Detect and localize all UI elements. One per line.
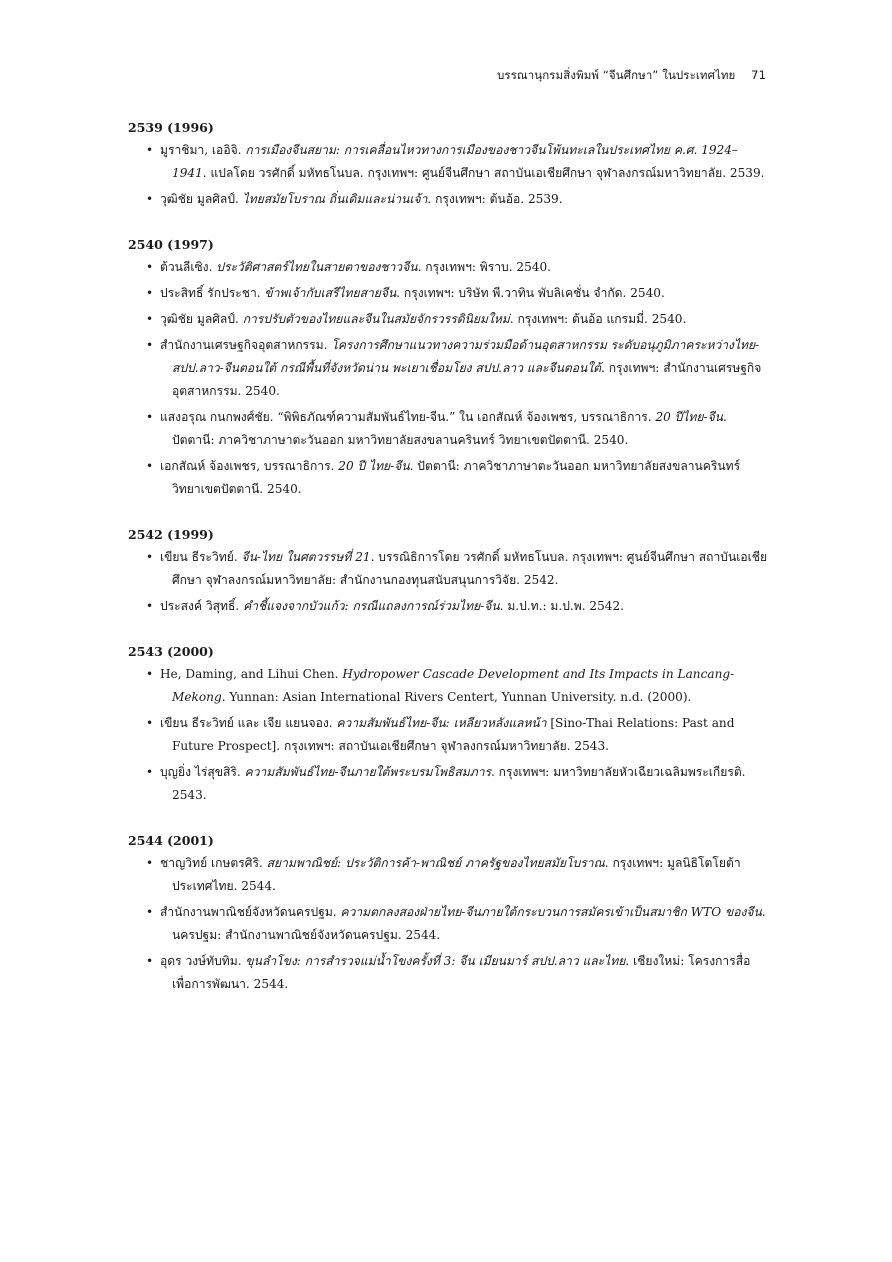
bullet-icon: • [146,856,154,870]
entry-title: โครงการศึกษาแนวทางความร่วมมือด้านอุตสาหกรรม ระดับอนุภูมิภาคระหว่างไทย-สปป.ลาว-จีนตอนใต้ กรณีพื้นที่จังหวัดน่าน พะเยาเชื่อมโยง สปป.ลาว และจีนตอนใต้ [172,338,760,375]
entry-publication-part: . กรุงเทพฯ: พิราบ. 2540. [417,260,552,274]
running-title: บรรณานุกรมสิ่งพิมพ์ “จีนศึกษา” ในประเทศไทย [496,68,736,82]
entry-title: 20 ปีไทย-จีน [655,410,723,424]
reference-entry [128,712,768,758]
entry-author-part: สำนักงานพาณิชย์จังหวัดนครปฐม. [160,905,341,919]
reference-list [128,139,768,211]
bullet-icon: • [146,286,154,300]
reference-entry [128,188,768,211]
year-section [128,642,768,807]
entry-publication-part: . แปลโดย วรศักดิ์ มหัทธโนบล. กรุงเทพฯ: ศูนย์จีนศึกษา สถาบันเอเชียศึกษา จุฬาลงกรณ์มหาวิทยาลัย. 2539. [202,166,765,180]
reference-entry [128,663,768,709]
entry-publication-part: . กรุงเทพฯ: มูลนิธิโตโยต้าประเทศไทย. 2544. [172,856,741,893]
entry-title: ข้าพเจ้ากับเสรีไทยสายจีน [264,286,397,300]
entry-title: ไทยสมัยโบราณ ถิ่นเดิมและน่านเจ้า [242,192,428,206]
reference-entry [128,139,768,185]
entry-publication-part: . เชียงใหม่: โครงการสื่อเพื่อการพัฒนา. 2544. [172,954,751,991]
entry-publication-part: . กรุงเทพฯ: ต้นอ้อ. 2539. [427,192,563,206]
entry-publication-part: [Sino-Thai Relations: Past and Future Prospect]. กรุงเทพฯ: สถาบันเอเชียศึกษา จุฬาลงกรณ์มหาวิทยาลัย. 2543. [172,716,735,753]
reference-entry [128,308,768,331]
bullet-icon: • [146,716,154,730]
bullet-icon: • [146,954,154,968]
reference-entry [128,282,768,305]
entry-publication-part: . ปัตตานี: ภาควิชาภาษาตะวันออก มหาวิทยาลัยสงขลานครินทร์ วิทยาเขตปัตตานี. 2540. [172,459,741,496]
year-heading: 2543 (2000) [128,644,214,659]
entry-title: สยามพาณิชย์: ประวัติการค้า-พาณิชย์ ภาครัฐของไทยสมัยโบราณ [266,856,605,870]
reference-list [128,546,768,618]
entry-publication-part: . Yunnan: Asian International Rivers Centert, Yunnan University. n.d. (2000). [221,690,692,704]
entry-title: ความสัมพันธ์ไทย-จีนภายใต้พระบรมโพธิสมภาร [244,765,491,779]
entry-author-part: เขียน ธีระวิทย์. [160,550,242,564]
reference-entry [128,256,768,279]
entry-title: ขุนลำโขง: การสำรวจแม่น้ำโขงครั้งที่ 3: จีน เมียนมาร์ สปป.ลาว และไทย [245,954,626,968]
reference-entry [128,455,768,501]
bullet-icon: • [146,667,154,681]
year-heading: 2544 (2001) [128,833,214,848]
entry-title: ความตกลงสองฝ่ายไทย-จีนภายใต้กระบวนการสมัครเข้าเป็นสมาชิก WTO ของจีน [340,905,762,919]
year-heading: 2542 (1999) [128,527,214,542]
entry-publication-part: . ปัตตานี: ภาควิชาภาษาตะวันออก มหาวิทยาลัยสงขลานครินทร์ วิทยาเขตปัตตานี. 2540. [172,410,727,447]
entry-author-part: He, Daming, and Lihui Chen. [160,667,343,681]
entry-publication-part: . กรุงเทพฯ: ต้นอ้อ แกรมมี่. 2540. [509,312,687,326]
entry-author-part: แสงอรุณ กนกพงศ์ชัย. “พิพิธภัณฑ์ความสัมพันธ์ไทย-จีน.” ใน เอกสัณห์ จ้องเพชร, บรรณาธิการ. [160,410,656,424]
reference-entry [128,595,768,618]
entry-publication-part: . ม.ป.ท.: ม.ป.พ. 2542. [499,599,625,613]
reference-entry [128,406,768,452]
reference-entry [128,761,768,807]
entry-author-part: ประสงค์ วิสุทธิ์. [160,599,244,613]
year-section [128,235,768,501]
entry-title: คำชี้แจงจากบัวแก้ว: กรณีแถลงการณ์ร่วมไทย-จีน [243,599,500,613]
entry-publication-part: . กรุงเทพฯ: มหาวิทยาลัยหัวเฉียวเฉลิมพระเกียรติ. 2543. [172,765,746,802]
year-heading: 2540 (1997) [128,237,214,252]
reference-entry [128,852,768,898]
year-section [128,525,768,618]
bullet-icon: • [146,260,154,274]
year-section [128,118,768,211]
entry-author-part: เอกสัณห์ จ้องเพชร, บรรณาธิการ. [160,459,339,473]
bullet-icon: • [146,338,154,352]
bullet-icon: • [146,312,154,326]
reference-entry [128,546,768,592]
bullet-icon: • [146,550,154,564]
entry-publication-part: . กรุงเทพฯ: สำนักงานเศรษฐกิจอุตสาหกรรม. 2540. [172,361,762,398]
bullet-icon: • [146,459,154,473]
entry-author-part: สำนักงานเศรษฐกิจอุตสาหกรรม. [160,338,332,352]
bibliography-content [128,118,768,1020]
entry-title: การเมืองจีนสยาม: การเคลื่อนไหวทางการเมืองของชาวจีนโพ้นทะเลในประเทศไทย ค.ศ. 1924–1941 [172,143,738,180]
entry-author-part: ชาญวิทย์ เกษตรศิริ. [160,856,267,870]
entry-author-part: เขียน ธีระวิทย์ และ เจีย แยนจอง. [160,716,337,730]
bullet-icon: • [146,410,154,424]
bullet-icon: • [146,765,154,779]
reference-entry [128,334,768,403]
page-number: 71 [751,68,766,82]
bullet-icon: • [146,192,154,206]
entry-title: ความสัมพันธ์ไทย-จีน: เหลียวหลังแลหน้า [336,716,547,730]
entry-title: ประวัติศาสตร์ไทยในสายตาของชาวจีน [216,260,418,274]
entry-title: การปรับตัวของไทยและจีนในสมัยจักรวรรดินิยมใหม่ [242,312,510,326]
year-section [128,831,768,996]
entry-author-part: วุฒิชัย มูลศิลป์. [160,312,243,326]
entry-author-part: มูราชิมา, เออิจิ. [160,143,246,157]
reference-list [128,852,768,996]
entry-author-part: ประสิทธิ์ รักประชา. [160,286,265,300]
reference-entry [128,901,768,947]
entry-publication-part: . นครปฐม: สำนักงานพาณิชย์จังหวัดนครปฐม. 2544. [172,905,766,942]
entry-author-part: วุฒิชัย มูลศิลป์. [160,192,243,206]
year-heading: 2539 (1996) [128,120,214,135]
bullet-icon: • [146,599,154,613]
entry-title: จีน-ไทย ในศตวรรษที่ 21 [241,550,371,564]
entry-publication-part: . กรุงเทพฯ: บริษัท พี.วาทิน พับลิเคชั่น จำกัด. 2540. [396,286,665,300]
entry-author-part: ต้วนลีเซิง. [160,260,217,274]
reference-list [128,256,768,501]
entry-author-part: บุญยิ่ง ไร่สุขสิริ. [160,765,245,779]
entry-title: Hydropower Cascade Development and Its Impacts in Lancang-Mekong [172,667,735,704]
entry-author-part: อุดร วงษ์ทับทิม. [160,954,246,968]
bullet-icon: • [146,905,154,919]
page-header [497,67,766,85]
entry-title: 20 ปี ไทย-จีน [338,459,410,473]
reference-list [128,663,768,807]
entry-publication-part: . บรรณิธิการโดย วรศักดิ์ มหัทธโนบล. กรุงเทพฯ: ศูนย์จีนศึกษา สถาบันเอเชียศึกษา จุฬาลงกรณ์มหาวิทยาลัย: สำนักงานกองทุนสนับสนุนการวิจัย. 2542. [172,550,768,587]
bullet-icon: • [146,143,154,157]
reference-entry [128,950,768,996]
